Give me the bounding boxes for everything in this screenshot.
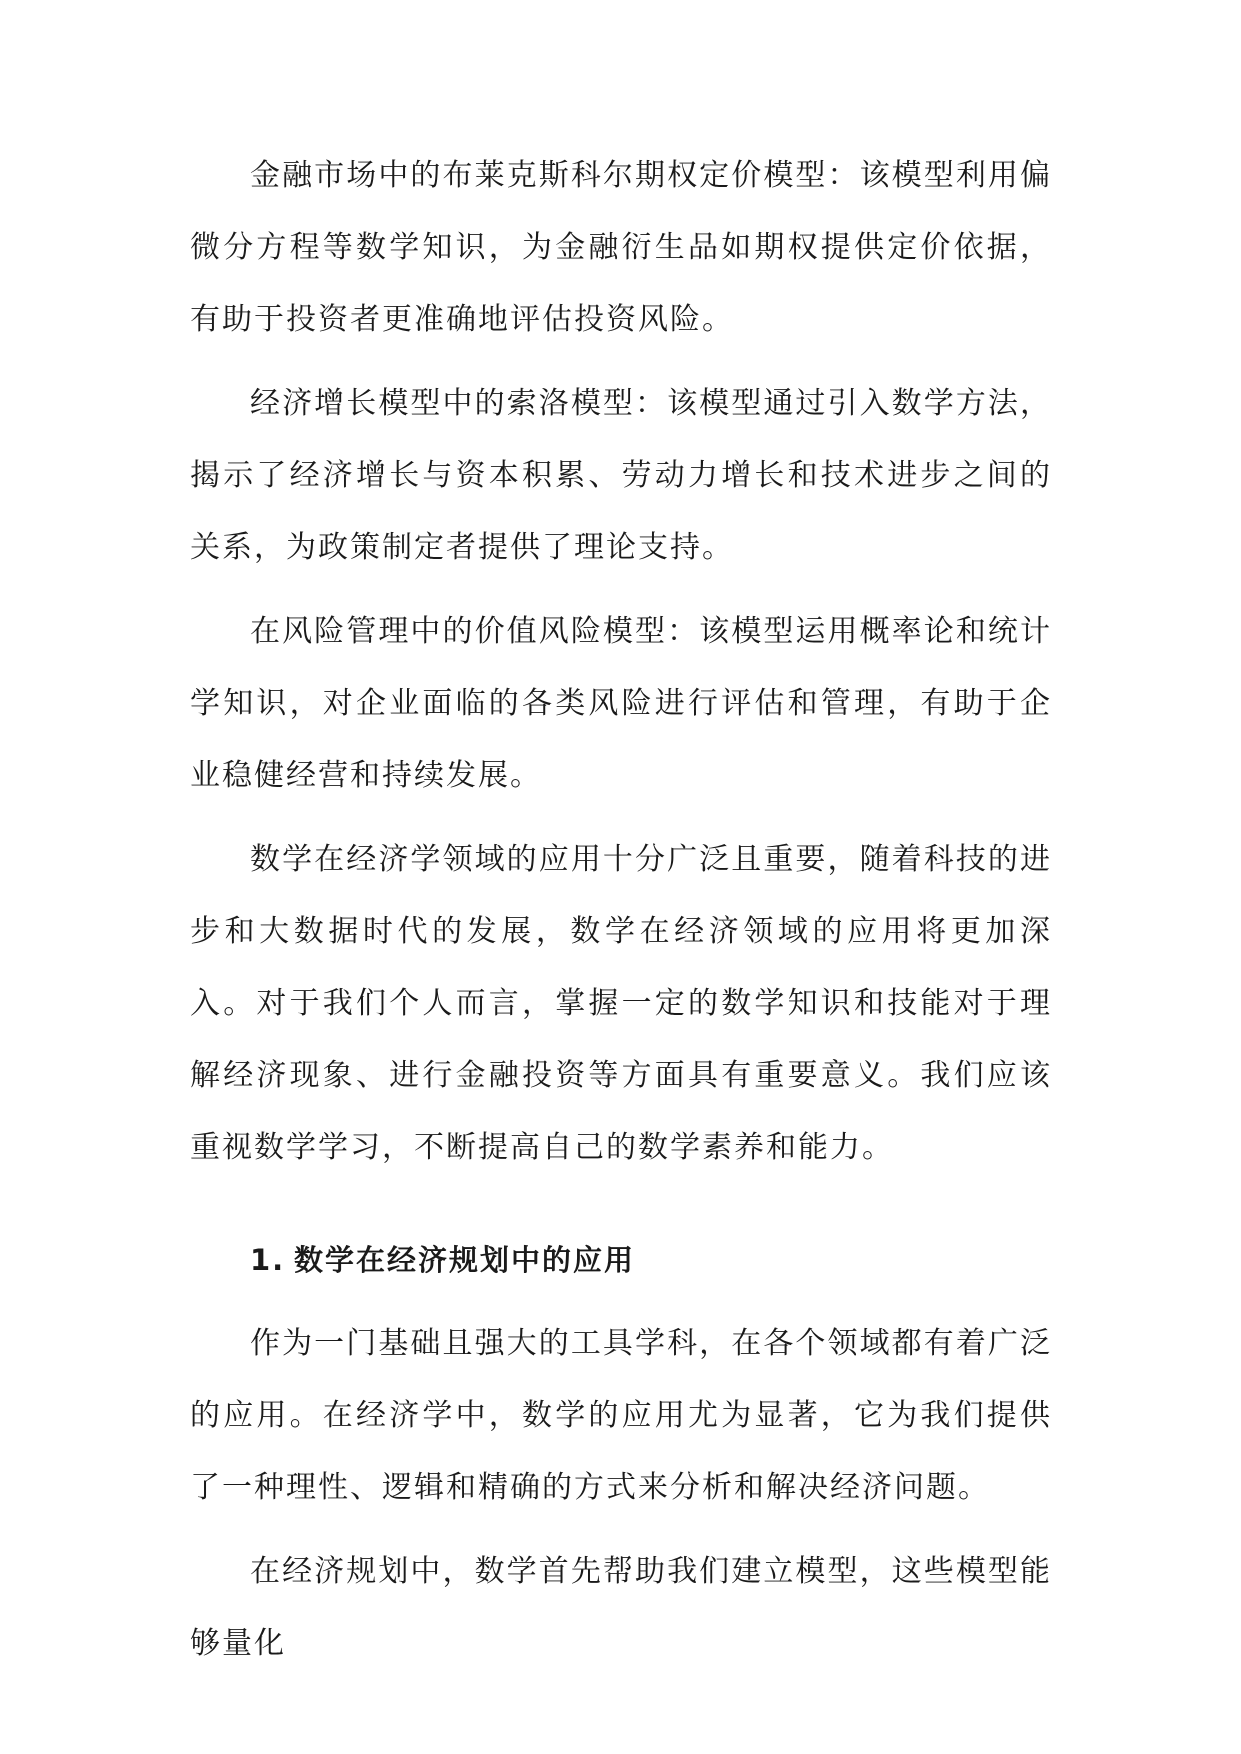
document-body xyxy=(190,140,1052,1692)
paragraph-planning: 在经济规划中，数学首先帮助我们建立模型，这些模型能够量化 xyxy=(190,1554,1052,1661)
paragraph-intro: 作为一门基础且强大的工具学科，在各个领域都有着广泛的应用。在经济学中，数学的应用尤为显著，它为我们提供了一种理性、逻辑和精确的方式来分析和解决经济问题。 xyxy=(190,1326,1052,1505)
section-number: 1. xyxy=(250,1243,286,1277)
section-heading xyxy=(190,1224,1052,1296)
paragraph-conclusion: 数学在经济学领域的应用十分广泛且重要，随着科技的进步和大数据时代的发展，数学在经济领域的应用将更加深入。对于我们个人而言，掌握一定的数学知识和技能对于理解经济现象、进行金融投资等方面具有重要意义。我们应该重视数学学习，不断提高自己的数学素养和能力。 xyxy=(190,842,1052,1165)
paragraph-black-scholes: 金融市场中的布莱克斯科尔期权定价模型：该模型利用偏微分方程等数学知识，为金融衍生品如期权提供定价依据，有助于投资者更准确地评估投资风险。 xyxy=(190,158,1052,337)
paragraph-value-at-risk: 在风险管理中的价值风险模型：该模型运用概率论和统计学知识，对企业面临的各类风险进行评估和管理，有助于企业稳健经营和持续发展。 xyxy=(190,614,1052,793)
section-title: 数学在经济规划中的应用 xyxy=(294,1243,636,1277)
paragraph-solow-model: 经济增长模型中的索洛模型：该模型通过引入数学方法，揭示了经济增长与资本积累、劳动力增长和技术进步之间的关系，为政策制定者提供了理论支持。 xyxy=(190,386,1052,565)
